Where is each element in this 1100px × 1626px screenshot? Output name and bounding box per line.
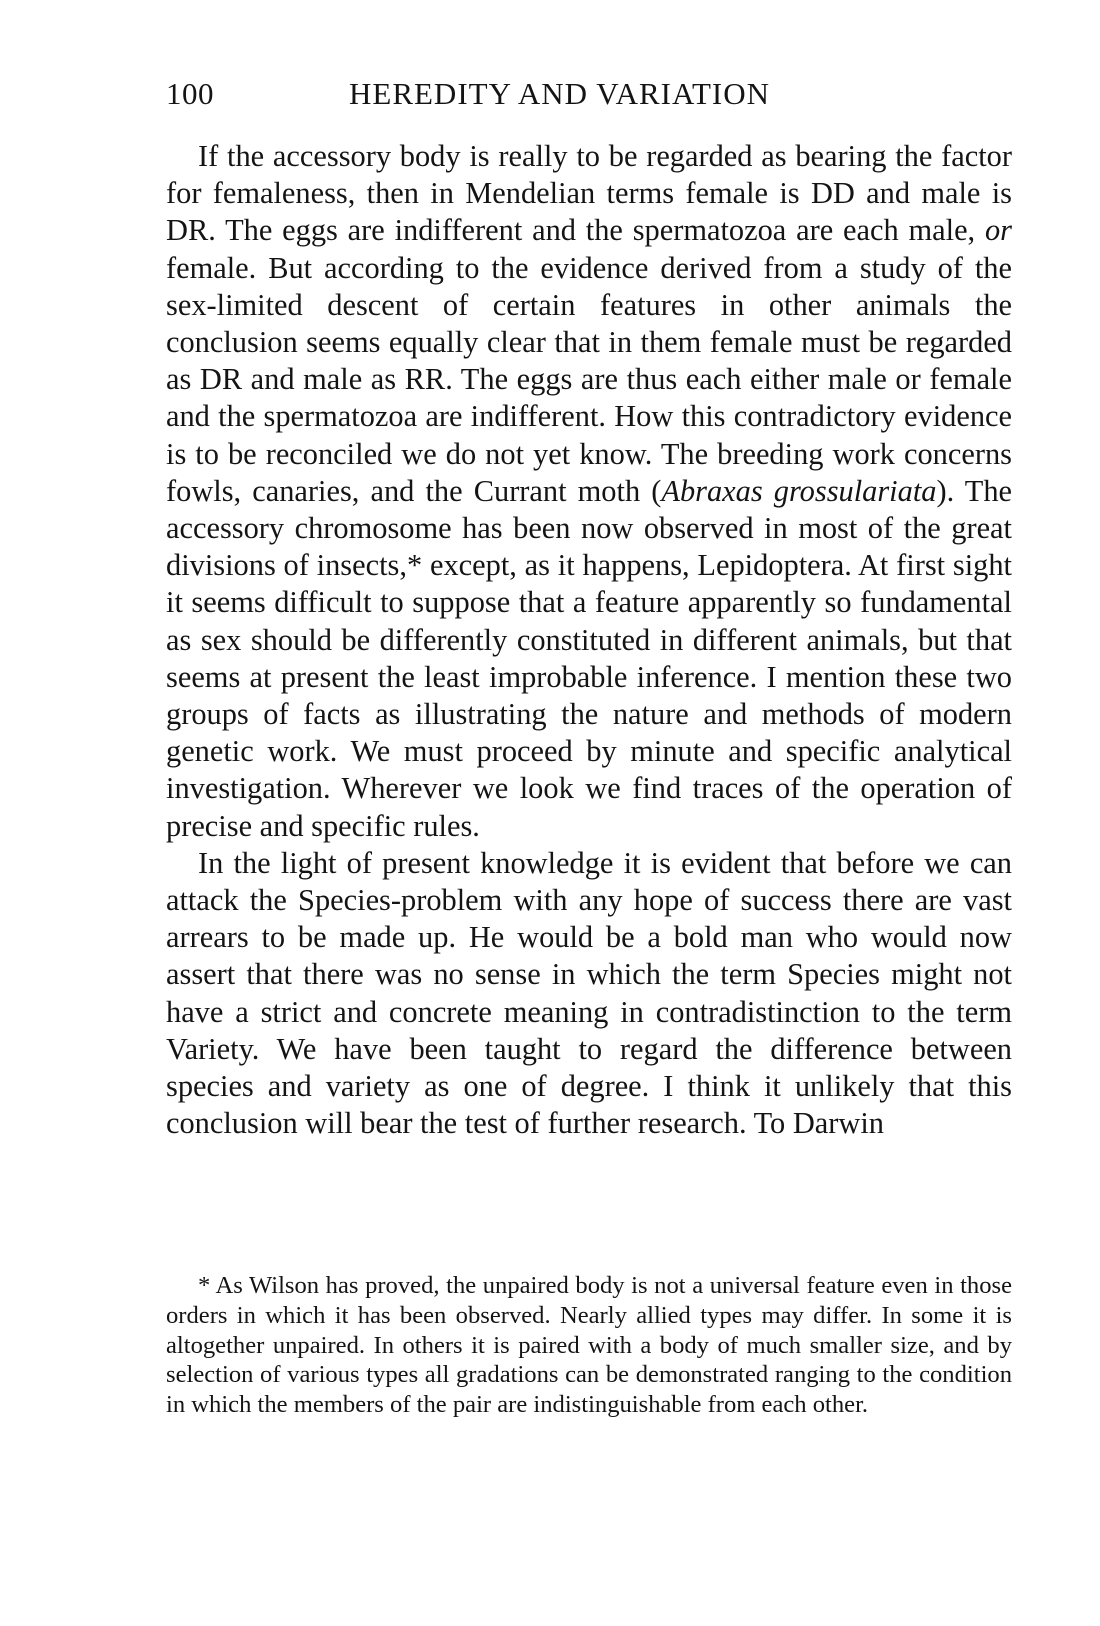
paragraph-1-part-2: female. But according to the evidence derived from a study of the sex-limited descent of certain features in other animals the conclusion seems equally clear that in them female must be regarded as DR and male as RR. The eggs are thus each either male or female and the spermatozoa are indifferent. How this contradictory evidence is to be reconciled we do not yet know. The breeding work concerns fowls, canaries, and the Currant moth ( <box>166 250 1012 508</box>
paragraph-1-part-1: If the accessory body is really to be regarded as bearing the factor for femaleness, then in Mendelian terms female is DD and male is DR. The eggs are indifferent and the spermatozoa are each male, <box>166 139 1012 248</box>
body-text <box>166 138 1012 1142</box>
paragraph-1-part-3: ). The accessory chromosome has been now observed in most of the great divisions of insects,* except, as it happens, Lepidoptera. At first sight it seems difficult to suppose that a feature apparently so fundamental as sex should be differently constituted in different animals, but that seems at present the least improbable inference. I mention these two groups of facts as illustrating the nature and methods of modern genetic work. We must proceed by minute and specific analytical investigation. Wherever we look we find traces of the operation of precise and specific rules. <box>166 473 1012 843</box>
species-name-abraxas: Abraxas grossulariata <box>661 473 937 508</box>
paragraph-1 <box>166 138 1012 845</box>
paragraph-2: In the light of present knowledge it is evident that before we can attack the Species-problem with any hope of success there are vast arrears to be made up. He would be a bold man who would now assert that there was no sense in which the term Species might not have a strict and concrete meaning in contradistinction to the term Variety. We have been taught to regard the difference between species and variety as one of degree. I think it unlikely that this conclusion will bear the test of further research. To Darwin <box>166 845 1012 1141</box>
footnote-text: * As Wilson has proved, the unpaired body is not a universal feature even in those orders in which it has been observed. Nearly allied types may differ. In some it is altogether unpaired. In others it is paired with a body of much smaller size, and by selection of various types all gradations can be demonstrated ranging to the condition in which the members of the pair are indistinguishable from each other. <box>166 1272 1012 1419</box>
footnote <box>166 1271 1012 1420</box>
paragraph-1-italic-or: or <box>984 213 1012 248</box>
page-number: 100 <box>166 76 214 111</box>
page-header <box>166 76 1016 116</box>
running-head: HEREDITY AND VARIATION <box>349 76 770 111</box>
